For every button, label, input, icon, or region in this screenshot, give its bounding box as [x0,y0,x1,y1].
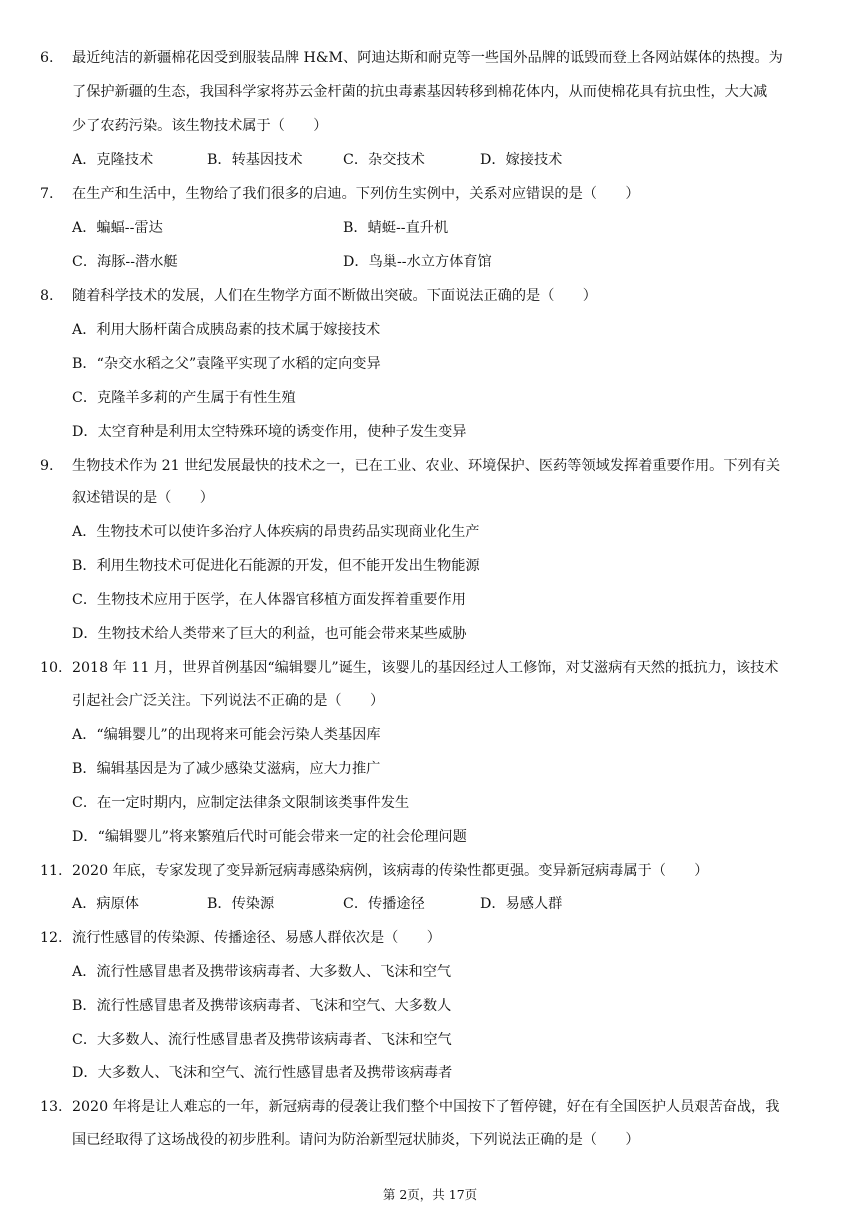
option-b: B．“杂交水稻之父”袁隆平实现了水稻的定向变异 [72,356,381,372]
option-a: A．病原体 [72,896,139,912]
question-number: 6. [40,50,54,66]
question-number: 7. [40,186,54,202]
question-text-line: 叙述错误的是（ ） [72,490,214,506]
question-number: 8. [40,288,54,304]
option-b: B．流行性感冒患者及携带该病毒者、飞沫和空气、大多数人 [72,998,452,1014]
option-c: C．海豚--潜水艇 [72,254,178,270]
page-footer: 第 2页，共 17页 [382,1187,478,1202]
question-text-line: 国已经取得了这场战役的初步胜利。请问为防治新型冠状肺炎，下列说法正确的是（ ） [72,1132,640,1148]
option-b: B．利用生物技术可促进化石能源的开发，但不能开发出生物能源 [72,558,480,574]
option-d: D．易感人群 [480,896,563,912]
option-b: B．蜻蜓--直升机 [343,220,449,236]
question-number: 10. [40,660,63,676]
option-c: C．在一定时期内，应制定法律条文限制该类事件发生 [72,795,410,811]
option-a: A．克隆技术 [72,152,154,168]
option-c: C．杂交技术 [343,152,425,168]
option-d: D．鸟巢--水立方体育馆 [343,254,492,270]
option-a: A．生物技术可以使许多治疗人体疾病的昂贵药品实现商业化生产 [72,524,480,540]
option-d: D．生物技术给人类带来了巨大的利益，也可能会带来某些威胁 [72,626,467,642]
option-d: D．太空育种是利用太空特殊环境的诱变作用，使种子发生变异 [72,424,467,440]
option-d: D．嫁接技术 [480,152,563,168]
question-text-line: 生物技术作为 21 世纪发展最快的技术之一，已在工业、农业、环境保护、医药等领域发挥着重要作用。下列有关 [72,458,781,474]
option-a: A．流行性感冒患者及携带该病毒者、大多数人、飞沫和空气 [72,964,452,980]
question-number: 11. [40,863,63,879]
question-text-line: 引起社会广泛关注。下列说法不正确的是（ ） [72,693,385,709]
question-text-line: 2020 年将是让人难忘的一年，新冠病毒的侵袭让我们整个中国按下了暂停键，好在有全国医护人员艰苦奋战，我 [72,1099,780,1115]
question-text-line: 了保护新疆的生态，我国科学家将苏云金杆菌的抗虫毒素基因转移到棉花体内，从而使棉花具有抗虫性，大大减 [72,84,768,100]
option-a: A．“编辑婴儿”的出现将来可能会污染人类基因库 [72,727,381,743]
question-number: 9. [40,458,54,474]
question-text-line: 少了农药污染。该生物技术属于（ ） [72,118,328,134]
option-c: C．生物技术应用于医学，在人体器官移植方面发挥着重要作用 [72,592,466,608]
option-b: B．传染源 [207,896,275,912]
question-text-line: 2018 年 11 月，世界首例基因“编辑婴儿”诞生，该婴儿的基因经过人工修饰，对艾滋病有天然的抵抗力，该技术 [72,660,779,676]
option-b: B．转基因技术 [207,152,303,168]
option-b: B．编辑基因是为了减少感染艾滋病，应大力推广 [72,761,381,777]
option-d: D．“编辑婴儿”将来繁殖后代时可能会带来一定的社会伦理问题 [72,829,467,845]
question-text-line: 随着科学技术的发展，人们在生物学方面不断做出突破。下面说法正确的是（ ） [72,288,597,304]
question-number: 13. [40,1099,63,1115]
option-a: A．蝙蝠--雷达 [72,220,163,236]
question-text-line: 2020 年底，专家发现了变异新冠病毒感染病例，该病毒的传染性都更强。变异新冠病毒属于（ ） [72,863,709,879]
option-c: C．克隆羊多莉的产生属于有性生殖 [72,390,296,406]
question-number: 12. [40,930,63,946]
question-text-line: 在生产和生活中，生物给了我们很多的启迪。下列仿生实例中，关系对应错误的是（ ） [72,186,640,202]
question-text-line: 最近纯洁的新疆棉花因受到服装品牌 H&M、阿迪达斯和耐克等一些国外品牌的诋毁而登上各网站媒体的热搜。为 [72,50,783,66]
question-text-line: 流行性感冒的传染源、传播途径、易感人群依次是（ ） [72,930,441,946]
option-a: A．利用大肠杆菌合成胰岛素的技术属于嫁接技术 [72,322,381,338]
option-c: C．大多数人、流行性感冒患者及携带该病毒者、飞沫和空气 [72,1032,452,1048]
option-c: C．传播途径 [343,896,425,912]
option-d: D．大多数人、飞沫和空气、流行性感冒患者及携带该病毒者 [72,1065,453,1081]
